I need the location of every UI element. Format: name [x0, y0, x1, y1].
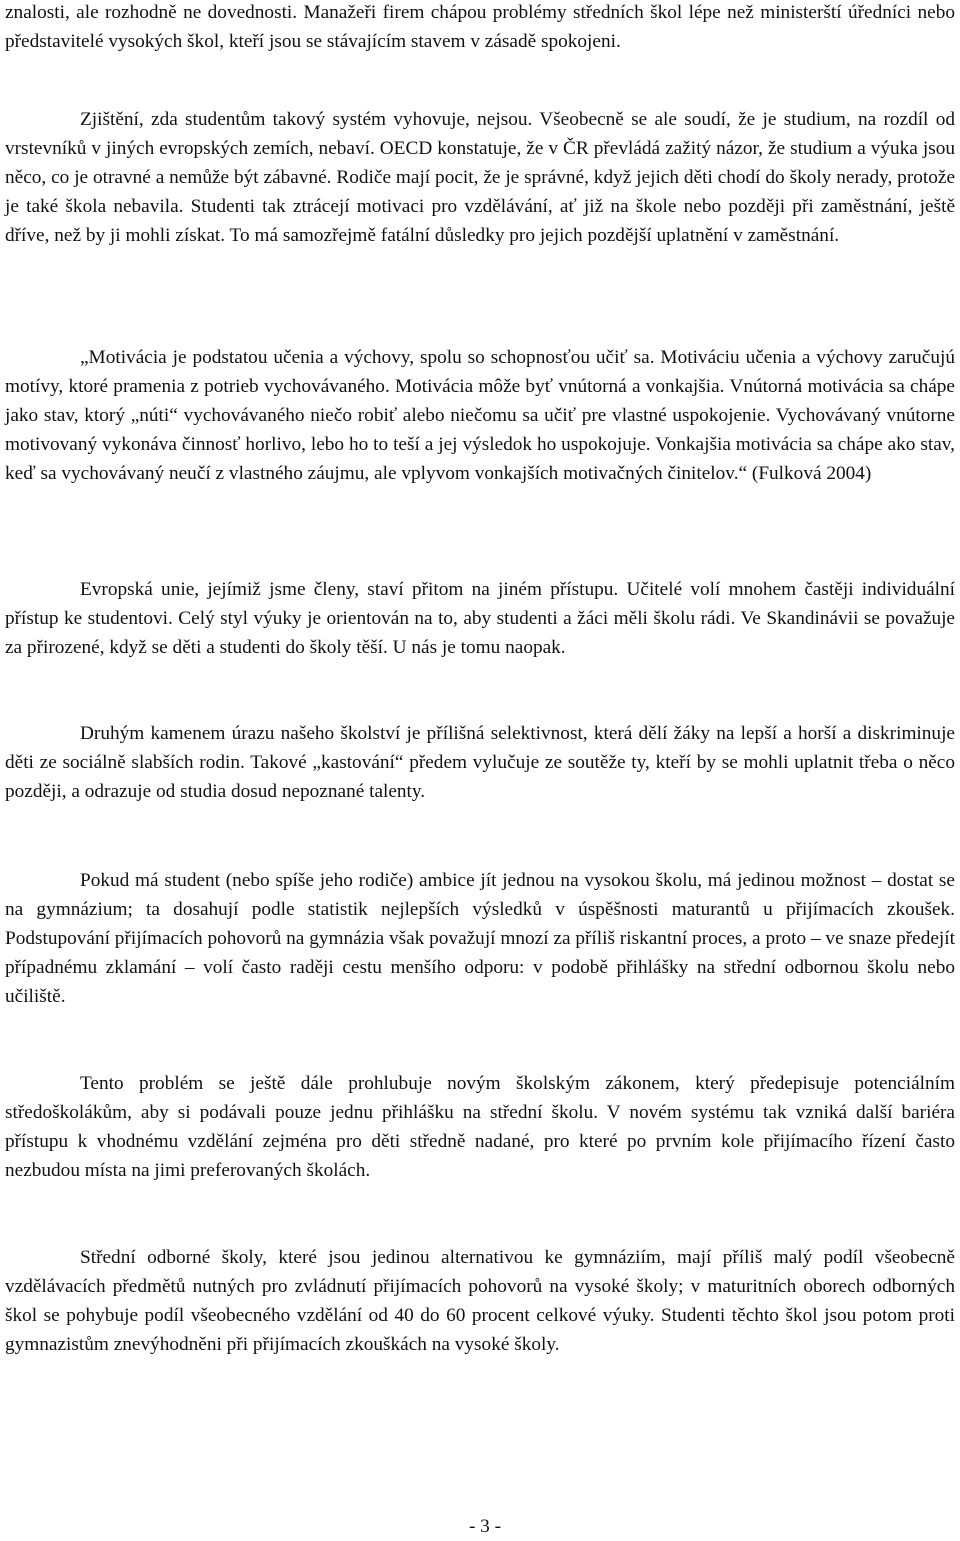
- page-number: - 3 -: [468, 1516, 502, 1537]
- paragraph-selectivity: Druhým kamenem úrazu našeho školství je přílišná selektivnost, která dělí žáky na lepší a horší a diskriminuje děti ze sociálně slabších rodin. Takové „kastování“ předem vylučuje ze soutěže ty, kteří by se mohli uplatnit třeba o něco později, a odrazuje od studia dosud nepoznané talenty.: [5, 723, 955, 802]
- paragraph-european-union: Evropská unie, jejímiž jsme členy, staví přitom na jiném přístupu. Učitelé volí mnohem častěji individuální přístup ke studentovi. Celý styl výuky je orientován na to, aby studenti a žáci měli školu rádi. Ve Skandinávii se považuje za přirozené, když se děti a studenti do školy těší. U nás je tomu naopak.: [5, 579, 955, 658]
- intro-continuation-paragraph: znalosti, ale rozhodně ne dovednosti. Manažeři firem chápou problémy středních škol lépe než ministerští úředníci nebo představitelé vysokých škol, kteří jsou se stávajícím stavem v zásadě spokojeni.: [5, 2, 955, 52]
- paragraph-school-law: Tento problém se ještě dále prohlubuje novým školským zákonem, který předepisuje potenciálním středoškolákům, aby si podávali pouze jednu přihlášku na střední školu. V novém systému tak vzniká další bariéra přístupu k vhodnému vzdělání zejména pro děti středně nadané, pro které po prvním kole přijímacího řízení často nezbudou místa na jimi preferovaných školách.: [5, 1073, 955, 1181]
- paragraph-motivation-quote: „Motivácia je podstatou učenia a výchovy, spolu so schopnosťou učiť sa. Motiváciu učenia a výchovy zaručujú motívy, ktoré pramenia z potrieb vychovávaného. Motivácia môže byť vnútorná a vonkajšia. Vnútorná motivácia sa chápe jako stav, ktorý „núti“ vychovávaného niečo robiť alebo niečomu sa učiť pre vlastné uspokojenie. Vychovávaný vnútorne motivovaný vykonáva činnosť horlivo, lebo ho to teší a jej výsledok ho uspokojuje. Vonkajšia motivácia sa chápe ako stav, keď sa vychovávaný neučí z vlastného záujmu, ale vplyvom vonkajších motivačných činitelov.“ (Fulková 2004): [5, 347, 955, 484]
- paragraph-students-motivation: Zjištění, zda studentům takový systém vyhovuje, nejsou. Všeobecně se ale soudí, že je studium, na rozdíl od vrstevníků v jiných evropských zemích, nebaví. OECD konstatuje, že v ČR převládá zažitý názor, že studium a výuka jsou něco, co je otravné a nemůže být zábavné. Rodiče mají pocit, že je správné, když jejich děti chodí do školy nerady, protože je také škola nebavila. Studenti tak ztrácejí motivaci pro vzdělávání, ať již na škole nebo později při zaměstnání, ještě dříve, než by ji mohli získat. To má samozřejmě fatální důsledky pro jejich pozdější uplatnění v zaměstnání.: [5, 109, 955, 246]
- paragraph-vocational-schools: Střední odborné školy, které jsou jedinou alternativou ke gymnáziím, mají příliš malý podíl všeobecně vzdělávacích předmětů nutných pro zvládnutí přijímacích pohovorů na vysoké školy; v maturitních oborech odborných škol se pohybuje podíl všeobecného vzdělání od 40 do 60 procent celkové výuky. Studenti těchto škol jsou potom proti gymnazistům znevýhodněni při přijímacích zkouškách na vysoké školy.: [5, 1247, 955, 1355]
- paragraph-gymnasium-ambitions: Pokud má student (nebo spíše jeho rodiče) ambice jít jednou na vysokou školu, má jedinou možnost – dostat se na gymnázium; ta dosahují podle statistik nejlepších výsledků v úspěšnosti maturantů u přijímacích zkoušek. Podstupování přijímacích pohovorů na gymnázia však považují mnozí za příliš riskantní proces, a proto – ve snaze předejít případnému zklamání – volí často raději cestu menšího odporu: v podobě přihlášky na střední odbornou školu nebo učiliště.: [5, 870, 955, 1007]
